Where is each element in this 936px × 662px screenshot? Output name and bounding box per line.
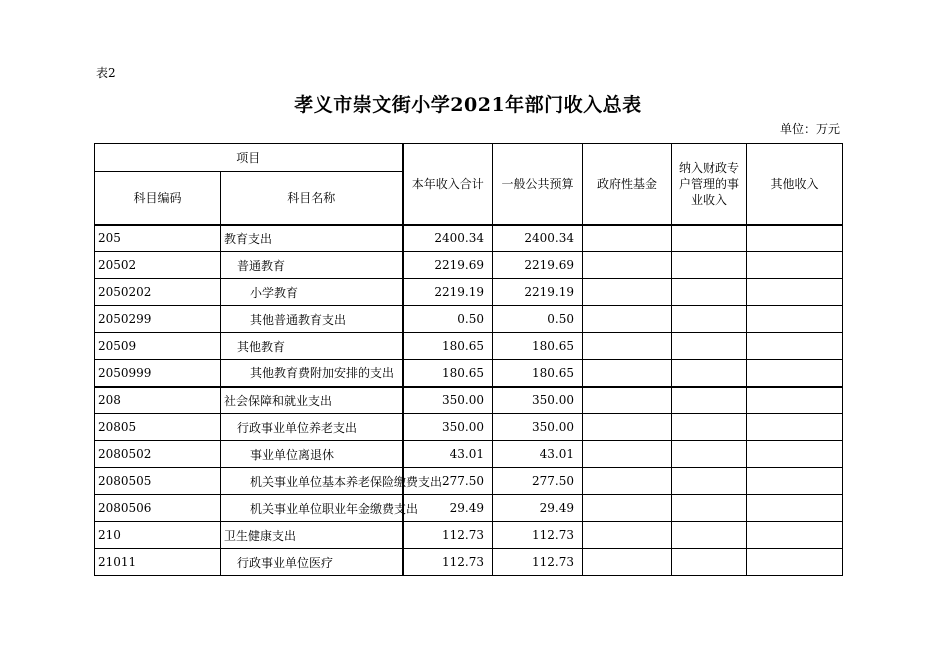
cell-other	[747, 225, 843, 252]
cell-general-budget: 277.50	[493, 468, 583, 495]
cell-name: 小学教育	[221, 279, 403, 306]
table-body	[95, 225, 843, 576]
table-row	[95, 522, 843, 549]
cell-other	[747, 333, 843, 360]
cell-gov-fund	[583, 333, 672, 360]
cell-code: 2050202	[95, 279, 221, 306]
cell-general-budget: 2400.34	[493, 225, 583, 252]
cell-general-budget: 29.49	[493, 495, 583, 522]
cell-special-account	[672, 387, 747, 414]
cell-special-account	[672, 279, 747, 306]
cell-other	[747, 441, 843, 468]
cell-total: 2219.19	[403, 279, 493, 306]
cell-special-account	[672, 414, 747, 441]
cell-name: 普通教育	[221, 252, 403, 279]
cell-other	[747, 414, 843, 441]
cell-general-budget: 43.01	[493, 441, 583, 468]
cell-name: 机关事业单位基本养老保险缴费支出	[221, 468, 403, 495]
table-row	[95, 333, 843, 360]
cell-code: 2050999	[95, 360, 221, 387]
table-row	[95, 387, 843, 414]
cell-name: 其他教育	[221, 333, 403, 360]
header-special-account: 纳入财政专户管理的事业收入	[672, 144, 747, 225]
cell-other	[747, 279, 843, 306]
cell-name: 机关事业单位职业年金缴费支出	[221, 495, 403, 522]
cell-total: 112.73	[403, 522, 493, 549]
cell-code: 208	[95, 387, 221, 414]
cell-code: 20805	[95, 414, 221, 441]
cell-gov-fund	[583, 468, 672, 495]
header-total: 本年收入合计	[403, 144, 493, 225]
cell-special-account	[672, 252, 747, 279]
cell-gov-fund	[583, 549, 672, 576]
table-row	[95, 441, 843, 468]
table-row	[95, 495, 843, 522]
cell-special-account	[672, 333, 747, 360]
cell-total: 180.65	[403, 360, 493, 387]
cell-code: 2080506	[95, 495, 221, 522]
cell-name: 卫生健康支出	[221, 522, 403, 549]
cell-name: 教育支出	[221, 225, 403, 252]
header-gov-fund: 政府性基金	[583, 144, 672, 225]
header-general-budget: 一般公共预算	[493, 144, 583, 225]
cell-code: 20509	[95, 333, 221, 360]
cell-total: 29.49	[403, 495, 493, 522]
header-name: 科目名称	[221, 172, 403, 225]
cell-name: 事业单位离退休	[221, 441, 403, 468]
header-other: 其他收入	[747, 144, 843, 225]
cell-name: 行政事业单位养老支出	[221, 414, 403, 441]
page-title: 孝义市崇文街小学2021年部门收入总表	[294, 94, 642, 116]
cell-code: 210	[95, 522, 221, 549]
table-row	[95, 549, 843, 576]
cell-gov-fund	[583, 495, 672, 522]
cell-special-account	[672, 522, 747, 549]
income-summary-table	[94, 143, 843, 576]
cell-code: 2050299	[95, 306, 221, 333]
cell-gov-fund	[583, 360, 672, 387]
cell-code: 20502	[95, 252, 221, 279]
cell-special-account	[672, 360, 747, 387]
cell-name: 其他教育费附加安排的支出	[221, 360, 403, 387]
cell-other	[747, 549, 843, 576]
cell-other	[747, 252, 843, 279]
cell-other	[747, 495, 843, 522]
cell-code: 2080505	[95, 468, 221, 495]
cell-other	[747, 306, 843, 333]
cell-code: 2080502	[95, 441, 221, 468]
cell-gov-fund	[583, 387, 672, 414]
cell-gov-fund	[583, 225, 672, 252]
unit-label: 单位：万元	[779, 122, 840, 136]
cell-other	[747, 360, 843, 387]
cell-code: 21011	[95, 549, 221, 576]
header-code: 科目编码	[95, 172, 221, 225]
cell-general-budget: 350.00	[493, 414, 583, 441]
table-row	[95, 468, 843, 495]
cell-gov-fund	[583, 441, 672, 468]
cell-general-budget: 2219.69	[493, 252, 583, 279]
table-row	[95, 279, 843, 306]
cell-gov-fund	[583, 414, 672, 441]
cell-total: 0.50	[403, 306, 493, 333]
table-label: 表2	[96, 66, 116, 80]
cell-other	[747, 522, 843, 549]
cell-name: 社会保障和就业支出	[221, 387, 403, 414]
cell-total: 180.65	[403, 333, 493, 360]
cell-special-account	[672, 495, 747, 522]
cell-total: 350.00	[403, 387, 493, 414]
cell-total: 43.01	[403, 441, 493, 468]
cell-total: 2219.69	[403, 252, 493, 279]
cell-general-budget: 180.65	[493, 360, 583, 387]
cell-code: 205	[95, 225, 221, 252]
cell-gov-fund	[583, 252, 672, 279]
cell-name: 其他普通教育支出	[221, 306, 403, 333]
header-project: 项目	[95, 144, 403, 172]
cell-total: 350.00	[403, 414, 493, 441]
cell-general-budget: 180.65	[493, 333, 583, 360]
table-row	[95, 414, 843, 441]
cell-general-budget: 112.73	[493, 522, 583, 549]
cell-other	[747, 387, 843, 414]
table-row	[95, 306, 843, 333]
cell-gov-fund	[583, 306, 672, 333]
cell-special-account	[672, 468, 747, 495]
table-row	[95, 360, 843, 387]
cell-special-account	[672, 225, 747, 252]
cell-total: 277.50	[403, 468, 493, 495]
cell-gov-fund	[583, 279, 672, 306]
cell-total: 2400.34	[403, 225, 493, 252]
cell-special-account	[672, 549, 747, 576]
cell-general-budget: 112.73	[493, 549, 583, 576]
table-row	[95, 252, 843, 279]
cell-gov-fund	[583, 522, 672, 549]
cell-total: 112.73	[403, 549, 493, 576]
cell-name: 行政事业单位医疗	[221, 549, 403, 576]
cell-special-account	[672, 441, 747, 468]
cell-general-budget: 0.50	[493, 306, 583, 333]
cell-special-account	[672, 306, 747, 333]
table-row	[95, 225, 843, 252]
cell-other	[747, 468, 843, 495]
cell-general-budget: 2219.19	[493, 279, 583, 306]
cell-general-budget: 350.00	[493, 387, 583, 414]
